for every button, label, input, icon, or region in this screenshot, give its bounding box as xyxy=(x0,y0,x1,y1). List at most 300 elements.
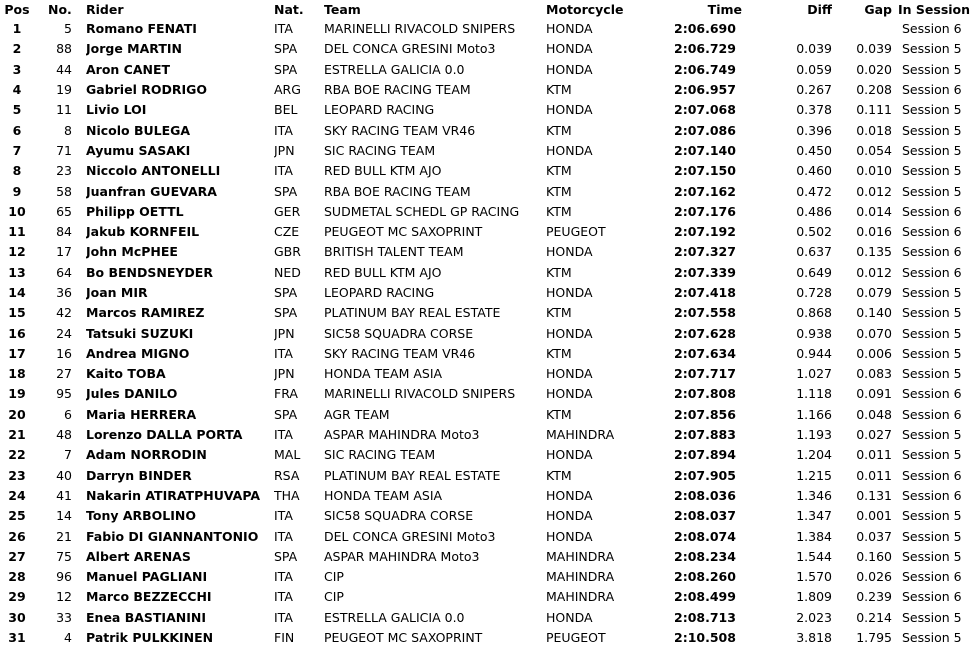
nation-cell: ITA xyxy=(274,21,293,37)
nation-cell: SPA xyxy=(274,548,298,564)
session-cell: Session 5 xyxy=(902,102,962,118)
rider-cell: Albert ARENAS xyxy=(86,548,191,564)
rider-cell: Manuel PAGLIANI xyxy=(86,569,208,585)
time-cell: 2:08.234 xyxy=(674,548,736,564)
nation-cell: MAL xyxy=(274,447,301,463)
table-row xyxy=(0,587,978,607)
pos-cell: 19 xyxy=(8,386,26,402)
diff-cell: 2.023 xyxy=(796,609,832,625)
team-cell: RBA BOE RACING TEAM xyxy=(324,183,471,199)
session-cell: Session 5 xyxy=(902,285,962,300)
pos-cell: 28 xyxy=(8,569,26,585)
table-row xyxy=(0,181,978,201)
motorcycle-cell: KTM xyxy=(546,345,572,361)
session-cell: Session 5 xyxy=(902,142,962,158)
table-row xyxy=(0,39,978,59)
motorcycle-cell: HONDA xyxy=(546,386,593,402)
nation-cell: CZE xyxy=(274,224,300,240)
table-row xyxy=(0,608,978,628)
table-row xyxy=(0,486,978,506)
nation-cell: ITA xyxy=(274,345,293,361)
time-cell: 2:07.162 xyxy=(674,183,736,199)
team-cell: ASPAR MAHINDRA Moto3 xyxy=(324,548,480,564)
team-cell: PLATINUM BAY REAL ESTATE xyxy=(324,305,501,321)
team-cell: AGR TEAM xyxy=(324,406,390,422)
team-cell: SKY RACING TEAM VR46 xyxy=(324,345,476,361)
motorcycle-cell: KTM xyxy=(546,406,572,422)
diff-cell: 1.118 xyxy=(796,386,832,402)
pos-cell: 23 xyxy=(8,467,26,483)
gap-cell: 0.037 xyxy=(856,528,892,544)
diff-cell: 1.166 xyxy=(796,406,832,422)
motorcycle-cell: PEUGEOT xyxy=(546,224,606,240)
session-cell: Session 5 xyxy=(902,183,962,199)
time-cell: 2:07.068 xyxy=(674,102,736,118)
gap-cell: 0.070 xyxy=(856,325,892,341)
header-nat: Nat. xyxy=(274,2,304,17)
diff-cell: 0.728 xyxy=(796,285,832,300)
motorcycle-cell: PEUGEOT xyxy=(546,630,606,646)
number-cell: 8 xyxy=(64,122,72,138)
gap-cell: 0.011 xyxy=(856,447,892,463)
results-body xyxy=(0,19,978,648)
time-cell: 2:07.418 xyxy=(674,285,736,300)
session-cell: Session 6 xyxy=(902,82,962,98)
table-row xyxy=(0,242,978,262)
session-cell: Session 5 xyxy=(902,609,962,625)
team-cell: LEOPARD RACING xyxy=(324,285,435,300)
team-cell: RED BULL KTM AJO xyxy=(324,163,442,179)
diff-cell: 0.450 xyxy=(796,142,832,158)
number-cell: 96 xyxy=(56,569,72,585)
diff-cell: 1.027 xyxy=(796,366,832,382)
team-cell: DEL CONCA GRESINI Moto3 xyxy=(324,41,496,57)
pos-cell: 18 xyxy=(8,366,26,382)
team-cell: DEL CONCA GRESINI Moto3 xyxy=(324,528,496,544)
pos-cell: 22 xyxy=(8,447,26,463)
motorcycle-cell: HONDA xyxy=(546,41,593,57)
rider-cell: Adam NORRODIN xyxy=(86,447,207,463)
pos-cell: 10 xyxy=(8,203,26,219)
session-cell: Session 5 xyxy=(902,122,962,138)
gap-cell: 0.020 xyxy=(856,61,892,77)
gap-cell: 0.208 xyxy=(856,82,892,98)
table-row xyxy=(0,567,978,587)
time-cell: 2:08.713 xyxy=(674,609,736,625)
header-time: Time xyxy=(707,2,742,17)
nation-cell: ITA xyxy=(274,589,293,605)
gap-cell: 0.010 xyxy=(856,163,892,179)
team-cell: RBA BOE RACING TEAM xyxy=(324,82,471,98)
gap-cell: 0.018 xyxy=(856,122,892,138)
number-cell: 44 xyxy=(56,61,72,77)
session-cell: Session 5 xyxy=(902,366,962,382)
pos-cell: 4 xyxy=(12,82,22,98)
team-cell: PEUGEOT MC SAXOPRINT xyxy=(324,224,483,240)
motorcycle-cell: HONDA xyxy=(546,61,593,77)
session-cell: Session 6 xyxy=(902,21,962,37)
team-cell: ESTRELLA GALICIA 0.0 xyxy=(324,61,465,77)
time-cell: 2:10.508 xyxy=(674,630,736,646)
rider-cell: Juanfran GUEVARA xyxy=(86,183,217,199)
session-cell: Session 6 xyxy=(902,569,962,585)
rider-cell: Andrea MIGNO xyxy=(86,345,190,361)
pos-cell: 16 xyxy=(8,325,26,341)
rider-cell: Kaito TOBA xyxy=(86,366,166,382)
diff-cell: 0.938 xyxy=(796,325,832,341)
nation-cell: NED xyxy=(274,264,301,280)
table-row xyxy=(0,547,978,567)
number-cell: 65 xyxy=(56,203,72,219)
motorcycle-cell: MAHINDRA xyxy=(546,589,615,605)
motorcycle-cell: KTM xyxy=(546,122,572,138)
rider-cell: Enea BASTIANINI xyxy=(86,609,206,625)
rider-cell: Darryn BINDER xyxy=(86,467,192,483)
time-cell: 2:06.957 xyxy=(674,82,736,98)
number-cell: 48 xyxy=(56,427,72,443)
rider-cell: Jorge MARTIN xyxy=(86,41,182,57)
gap-cell: 0.083 xyxy=(856,366,892,382)
session-cell: Session 5 xyxy=(902,447,962,463)
nation-cell: BEL xyxy=(274,102,298,118)
table-row xyxy=(0,344,978,364)
nation-cell: GBR xyxy=(274,244,301,260)
pos-cell: 5 xyxy=(12,102,22,118)
session-cell: Session 6 xyxy=(902,589,962,605)
pos-cell: 14 xyxy=(8,285,26,300)
table-row xyxy=(0,141,978,161)
session-cell: Session 6 xyxy=(902,224,962,240)
table-row xyxy=(0,445,978,465)
diff-cell: 1.809 xyxy=(796,589,832,605)
session-cell: Session 5 xyxy=(902,61,962,77)
diff-cell: 0.944 xyxy=(796,345,832,361)
pos-cell: 9 xyxy=(12,183,22,199)
number-cell: 41 xyxy=(56,487,72,503)
pos-cell: 20 xyxy=(8,406,26,422)
table-row xyxy=(0,161,978,181)
table-row xyxy=(0,364,978,384)
gap-cell: 0.001 xyxy=(856,508,892,524)
diff-cell: 0.486 xyxy=(796,203,832,219)
nation-cell: RSA xyxy=(274,467,300,483)
motorcycle-cell: HONDA xyxy=(546,487,593,503)
motorcycle-cell: HONDA xyxy=(546,102,593,118)
number-cell: 6 xyxy=(64,406,72,422)
number-cell: 36 xyxy=(56,285,72,300)
nation-cell: ITA xyxy=(274,163,293,179)
gap-cell: 0.006 xyxy=(856,345,892,361)
nation-cell: ITA xyxy=(274,528,293,544)
rider-cell: Tony ARBOLINO xyxy=(86,508,197,524)
table-row xyxy=(0,19,978,39)
pos-cell: 2 xyxy=(12,41,22,57)
nation-cell: SPA xyxy=(274,305,298,321)
diff-cell: 1.384 xyxy=(796,528,832,544)
table-row xyxy=(0,80,978,100)
session-cell: Session 6 xyxy=(902,406,962,422)
team-cell: SIC RACING TEAM xyxy=(324,447,436,463)
nation-cell: SPA xyxy=(274,41,298,57)
rider-cell: Romano FENATI xyxy=(86,21,197,37)
team-cell: RED BULL KTM AJO xyxy=(324,264,442,280)
motorcycle-cell: KTM xyxy=(546,264,572,280)
results-header xyxy=(0,0,978,19)
rider-cell: Livio LOI xyxy=(86,102,147,118)
header-diff: Diff xyxy=(807,2,832,17)
nation-cell: FRA xyxy=(274,386,298,402)
nation-cell: ITA xyxy=(274,569,293,585)
team-cell: MARINELLI RIVACOLD SNIPERS xyxy=(324,21,516,37)
table-row xyxy=(0,526,978,546)
diff-cell: 0.267 xyxy=(796,82,832,98)
number-cell: 11 xyxy=(56,102,72,118)
header-team: Team xyxy=(324,2,361,17)
time-cell: 2:08.037 xyxy=(674,508,736,524)
time-cell: 2:07.086 xyxy=(674,122,736,138)
table-row xyxy=(0,323,978,343)
time-cell: 2:07.856 xyxy=(674,406,736,422)
session-cell: Session 5 xyxy=(902,41,962,57)
gap-cell: 0.214 xyxy=(856,609,892,625)
team-cell: LEOPARD RACING xyxy=(324,102,435,118)
diff-cell: 1.544 xyxy=(796,548,832,564)
diff-cell: 0.502 xyxy=(796,224,832,240)
team-cell: ASPAR MAHINDRA Moto3 xyxy=(324,427,480,443)
number-cell: 75 xyxy=(56,548,72,564)
number-cell: 42 xyxy=(56,305,72,321)
diff-cell xyxy=(764,19,832,39)
time-cell: 2:08.036 xyxy=(674,487,736,503)
team-cell: SKY RACING TEAM VR46 xyxy=(324,122,476,138)
session-cell: Session 5 xyxy=(902,528,962,544)
table-row xyxy=(0,283,978,303)
gap-cell: 0.135 xyxy=(856,244,892,260)
motorcycle-cell: HONDA xyxy=(546,508,593,524)
rider-cell: Fabio DI GIANNANTONIO xyxy=(86,528,259,544)
motorcycle-cell: HONDA xyxy=(546,21,593,37)
table-row xyxy=(0,60,978,80)
table-row xyxy=(0,405,978,425)
table-row xyxy=(0,628,978,648)
table-row xyxy=(0,506,978,526)
diff-cell: 0.649 xyxy=(796,264,832,280)
number-cell: 58 xyxy=(56,183,72,199)
team-cell: HONDA TEAM ASIA xyxy=(324,366,443,382)
time-cell: 2:07.140 xyxy=(674,142,736,158)
team-cell: CIP xyxy=(324,589,344,605)
pos-cell: 17 xyxy=(8,345,26,361)
table-row xyxy=(0,466,978,486)
gap-cell: 0.027 xyxy=(856,427,892,443)
pos-cell: 29 xyxy=(8,589,26,605)
number-cell: 12 xyxy=(56,589,72,605)
number-cell: 24 xyxy=(56,325,72,341)
session-cell: Session 5 xyxy=(902,630,962,646)
session-cell: Session 6 xyxy=(902,244,962,260)
motorcycle-cell: HONDA xyxy=(546,366,593,382)
team-cell: CIP xyxy=(324,569,344,585)
time-cell: 2:06.690 xyxy=(674,21,736,37)
nation-cell: ITA xyxy=(274,609,293,625)
header-row xyxy=(0,0,978,19)
motorcycle-cell: KTM xyxy=(546,163,572,179)
nation-cell: SPA xyxy=(274,406,298,422)
rider-cell: Gabriel RODRIGO xyxy=(86,82,207,98)
nation-cell: SPA xyxy=(274,61,298,77)
time-cell: 2:07.327 xyxy=(674,244,736,260)
rider-cell: Marcos RAMIREZ xyxy=(86,305,205,321)
gap-cell: 0.054 xyxy=(856,142,892,158)
pos-cell: 1 xyxy=(12,21,22,37)
motorcycle-cell: MAHINDRA xyxy=(546,569,615,585)
team-cell: SIC58 SQUADRA CORSE xyxy=(324,325,474,341)
pos-cell: 31 xyxy=(8,630,26,646)
nation-cell: SPA xyxy=(274,285,298,300)
rider-cell: Patrik PULKKINEN xyxy=(86,630,214,646)
diff-cell: 0.059 xyxy=(796,61,832,77)
rider-cell: Lorenzo DALLA PORTA xyxy=(86,427,243,443)
session-cell: Session 5 xyxy=(902,163,962,179)
header-motorcycle: Motorcycle xyxy=(546,2,624,17)
nation-cell: FIN xyxy=(274,630,295,646)
diff-cell: 0.637 xyxy=(796,244,832,260)
time-cell: 2:07.339 xyxy=(674,264,736,280)
motorcycle-cell: KTM xyxy=(546,183,572,199)
session-cell: Session 5 xyxy=(902,305,962,321)
nation-cell: JPN xyxy=(274,325,295,341)
time-cell: 2:07.558 xyxy=(674,305,736,321)
motorcycle-cell: KTM xyxy=(546,305,572,321)
team-cell: SUDMETAL SCHEDL GP RACING xyxy=(324,203,520,219)
diff-cell: 3.818 xyxy=(796,630,832,646)
motorcycle-cell: HONDA xyxy=(546,528,593,544)
motorcycle-cell: MAHINDRA xyxy=(546,427,615,443)
nation-cell: THA xyxy=(274,487,300,503)
nation-cell: ARG xyxy=(274,82,301,98)
gap-cell: 1.795 xyxy=(856,630,892,646)
rider-cell: Niccolo ANTONELLI xyxy=(86,163,221,179)
table-row xyxy=(0,120,978,140)
pos-cell: 13 xyxy=(8,264,26,280)
diff-cell: 0.396 xyxy=(796,122,832,138)
gap-cell: 0.026 xyxy=(856,569,892,585)
gap-cell: 0.079 xyxy=(856,285,892,300)
motorcycle-cell: HONDA xyxy=(546,285,593,300)
gap-cell: 0.048 xyxy=(856,406,892,422)
table-row xyxy=(0,263,978,283)
pos-cell: 6 xyxy=(12,122,22,138)
diff-cell: 1.347 xyxy=(796,508,832,524)
number-cell: 19 xyxy=(56,82,72,98)
rider-cell: Tatsuki SUZUKI xyxy=(86,325,194,341)
table-row xyxy=(0,425,978,445)
number-cell: 14 xyxy=(56,508,72,524)
time-cell: 2:07.628 xyxy=(674,325,736,341)
time-cell: 2:07.905 xyxy=(674,467,736,483)
pos-cell: 7 xyxy=(12,142,22,158)
pos-cell: 3 xyxy=(12,61,22,77)
number-cell: 4 xyxy=(64,630,72,646)
rider-cell: Joan MIR xyxy=(86,285,148,300)
table-row xyxy=(0,222,978,242)
number-cell: 88 xyxy=(56,41,72,57)
number-cell: 95 xyxy=(56,386,72,402)
motorcycle-cell: KTM xyxy=(546,203,572,219)
session-cell: Session 6 xyxy=(902,264,962,280)
rider-cell: Bo BENDSNEYDER xyxy=(86,264,213,280)
session-cell: Session 6 xyxy=(902,203,962,219)
number-cell: 33 xyxy=(56,609,72,625)
pos-cell: 11 xyxy=(8,224,26,240)
time-cell: 2:07.150 xyxy=(674,163,736,179)
team-cell: HONDA TEAM ASIA xyxy=(324,487,443,503)
diff-cell: 0.039 xyxy=(796,41,832,57)
number-cell: 17 xyxy=(56,244,72,260)
time-cell: 2:08.499 xyxy=(674,589,736,605)
pos-cell: 12 xyxy=(8,244,26,260)
number-cell: 16 xyxy=(56,345,72,361)
team-cell: BRITISH TALENT TEAM xyxy=(324,244,464,260)
session-cell: Session 5 xyxy=(902,508,962,524)
header-no: No. xyxy=(48,2,72,17)
diff-cell: 0.460 xyxy=(796,163,832,179)
motorcycle-cell: KTM xyxy=(546,82,572,98)
diff-cell: 1.346 xyxy=(796,487,832,503)
motorcycle-cell: HONDA xyxy=(546,609,593,625)
gap-cell: 0.239 xyxy=(856,589,892,605)
rider-cell: Philipp OETTL xyxy=(86,203,184,219)
number-cell: 27 xyxy=(56,366,72,382)
pos-cell: 25 xyxy=(8,508,26,524)
gap-cell: 0.160 xyxy=(856,548,892,564)
gap-cell: 0.140 xyxy=(856,305,892,321)
session-cell: Session 5 xyxy=(902,345,962,361)
rider-cell: Marco BEZZECCHI xyxy=(86,589,212,605)
session-cell: Session 6 xyxy=(902,487,962,503)
gap-cell: 0.012 xyxy=(856,183,892,199)
motorcycle-cell: HONDA xyxy=(546,447,593,463)
rider-cell: Ayumu SASAKI xyxy=(86,142,191,158)
motorcycle-cell: HONDA xyxy=(546,325,593,341)
gap-cell: 0.012 xyxy=(856,264,892,280)
time-cell: 2:07.192 xyxy=(674,224,736,240)
header-gap: Gap xyxy=(864,2,892,17)
team-cell: ESTRELLA GALICIA 0.0 xyxy=(324,609,465,625)
number-cell: 21 xyxy=(56,528,72,544)
pos-cell: 27 xyxy=(8,548,26,564)
session-cell: Session 5 xyxy=(902,427,962,443)
diff-cell: 0.868 xyxy=(796,305,832,321)
time-cell: 2:07.894 xyxy=(674,447,736,463)
motorcycle-cell: HONDA xyxy=(546,142,593,158)
nation-cell: ITA xyxy=(274,427,293,443)
number-cell: 84 xyxy=(56,224,72,240)
rider-cell: John McPHEE xyxy=(86,244,178,260)
diff-cell: 1.215 xyxy=(796,467,832,483)
table-row xyxy=(0,303,978,323)
time-cell: 2:06.729 xyxy=(674,41,736,57)
nation-cell: SPA xyxy=(274,183,298,199)
pos-cell: 26 xyxy=(8,528,26,544)
nation-cell: ITA xyxy=(274,508,293,524)
time-cell: 2:07.176 xyxy=(674,203,736,219)
number-cell: 5 xyxy=(64,21,72,37)
time-cell: 2:08.260 xyxy=(674,569,736,585)
pos-cell: 15 xyxy=(8,305,26,321)
gap-cell: 0.091 xyxy=(856,386,892,402)
time-cell: 2:07.808 xyxy=(674,386,736,402)
